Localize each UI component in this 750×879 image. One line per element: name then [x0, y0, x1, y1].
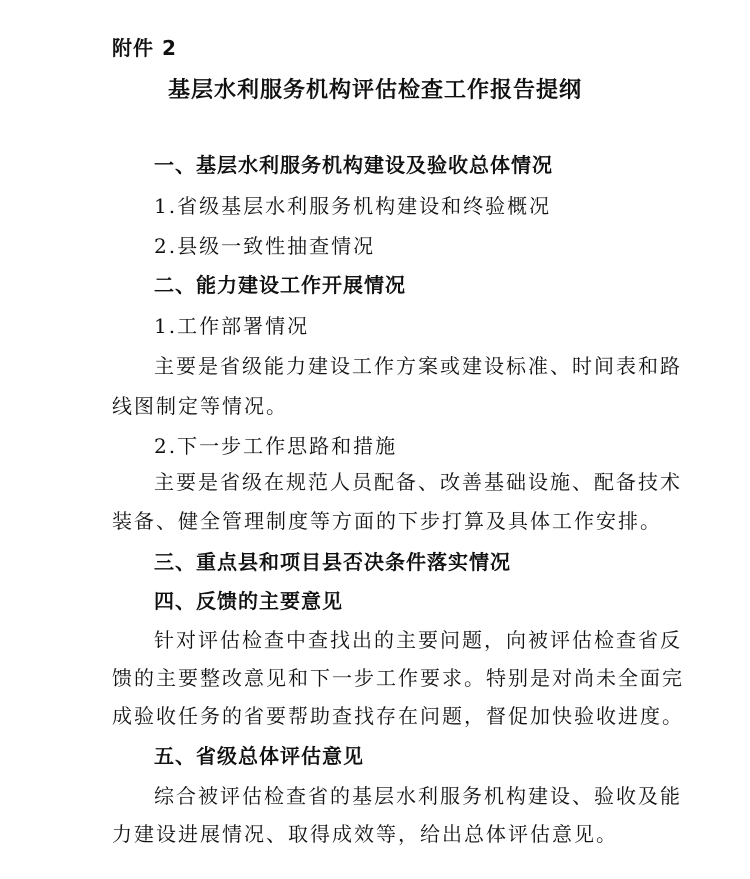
section-heading-2: 二、能力建设工作开展情况 [154, 273, 406, 297]
section-heading-4: 四、反馈的主要意见 [154, 589, 343, 613]
section-heading-5: 五、省级总体评估意见 [154, 744, 364, 768]
paragraph-line: 线图制定等情况。 [112, 394, 288, 418]
paragraph-line: 力建设进展情况、取得成效等，给出总体评估意见。 [112, 822, 618, 846]
section-heading-1: 一、基层水利服务机构建设及验收总体情况 [154, 153, 553, 177]
subsection-item: 2.县级一致性抽查情况 [154, 234, 376, 258]
paragraph-line: 馈的主要整改意见和下一步工作要求。特别是对尚未全面完 [112, 666, 684, 690]
subsection-item: 1.工作部署情况 [154, 314, 310, 338]
paragraph-line: 主要是省级能力建设工作方案或建设标准、时间表和路 [154, 354, 682, 378]
paragraph-line: 成验收任务的省要帮助查找存在问题，督促加快验收进度。 [112, 704, 684, 728]
paragraph-line: 综合被评估检查省的基层水利服务机构建设、验收及能 [154, 784, 682, 808]
paragraph-line: 装备、健全管理制度等方面的下步打算及具体工作安排。 [112, 509, 662, 533]
paragraph-line: 主要是省级在规范人员配备、改善基础设施、配备技术 [154, 470, 682, 494]
subsection-item: 1.省级基层水利服务机构建设和终验概况 [154, 194, 552, 218]
attachment-label: 附件 2 [112, 36, 177, 60]
subsection-item: 2.下一步工作思路和措施 [154, 434, 398, 458]
document-title: 基层水利服务机构评估检查工作报告提纲 [167, 78, 582, 103]
section-heading-3: 三、重点县和项目县否决条件落实情况 [154, 550, 511, 574]
paragraph-line: 针对评估检查中查找出的主要问题，向被评估检查省反 [154, 628, 682, 652]
